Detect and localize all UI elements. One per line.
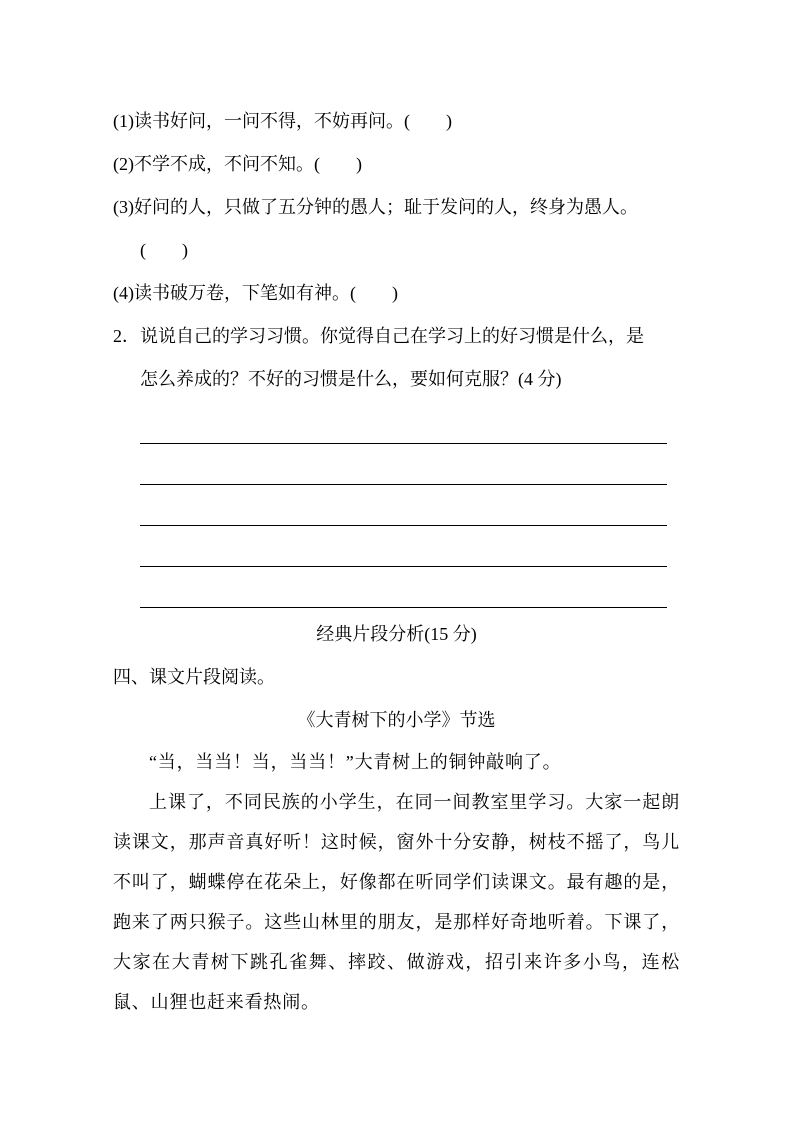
answer-line [140, 444, 667, 485]
judge-item-4: (4)读书破万卷，下笔如有神。( ) [113, 283, 398, 303]
passage-title: 《大青树下的小学》节选 [297, 710, 496, 730]
judge-item-1: (1)读书好问，一问不得，不妨再问。( ) [113, 111, 452, 131]
section-banner: 经典片段分析(15 分) [316, 624, 477, 644]
answer-line [140, 567, 667, 608]
question-2-line-1: 2．说说自己的学习习惯。你觉得自己在学习上的好习惯是什么，是 [113, 326, 644, 346]
answer-lines [113, 403, 680, 608]
answer-line [140, 403, 667, 444]
answer-line [140, 526, 667, 567]
answer-line [140, 485, 667, 526]
section-heading: 四、课文片段阅读。 [113, 667, 275, 687]
passage-paragraph-1: “当，当当！当，当当！”大青树上的铜钟敲响了。 [149, 752, 562, 772]
question-2-line-2: 怎么养成的？不好的习惯是什么，要如何克服？(4 分) [140, 369, 562, 389]
judge-item-3-answer-bracket: ( ) [140, 240, 188, 260]
judge-item-3: (3)好问的人，只做了五分钟的愚人；耻于发问的人，终身为愚人。 [113, 197, 638, 217]
passage-paragraph-2: 上课了，不同民族的小学生，在同一间教室里学习。大家一起朗读课文，那声音真好听！这时候，窗外十分安静，树枝不摇了，鸟儿不叫了，蝴蝶停在花朵上，好像都在听同学们读课文。最有趣的是，跑来了两只猴子。这些山林里的朋友，是那样好奇地听着。下课了，大家在大青树下跳孔雀舞、摔跤、做游戏，招引来许多小鸟，连松鼠、山狸也赶来看热闹。 [113, 792, 680, 1012]
judge-item-2: (2)不学不成，不问不知。( ) [113, 154, 362, 174]
